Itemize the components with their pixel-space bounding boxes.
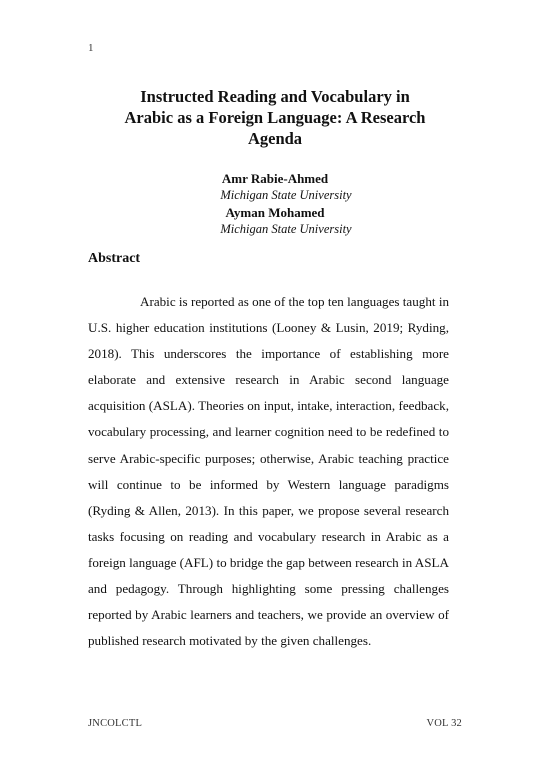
author-name: Amr Rabie-Ahmed [221, 171, 329, 186]
author-name: Ayman Mohamed [225, 205, 325, 220]
footer-volume: VOL 32 [426, 718, 462, 729]
author-block [150, 170, 400, 238]
author-affiliation: Michigan State University [220, 222, 352, 236]
paper-title: Instructed Reading and Vocabulary in Arabic as a Foreign Language: A Research Agenda [124, 87, 426, 148]
abstract-heading: Abstract [88, 251, 141, 266]
page-number: 1 [88, 42, 94, 54]
abstract-body: Arabic is reported as one of the top ten languages taught in U.S. higher education institutions (Looney & Lusin, 2019; Ryding, 2018). This underscores the importance of establishing more elaborate and extensive research in Arabic second language acquisition (ASLA). Theories on input, intake, interaction, feedback, vocabulary processing, and learner cognition need to be redefined to serve Arabic-specific purposes; otherwise, Arabic teaching practice will continue to be informed by Western language paradigms (Ryding & Allen, 2013). In this paper, we propose several research tasks focusing on reading and vocabulary research in Arabic as a foreign language (AFL) to bridge the gap between research in ASLA and pedagogy. Through highlighting some pressing challenges reported by Arabic learners and teachers, we provide an overview of published research motivated by the given challenges. [88, 294, 449, 649]
author-affiliation: Michigan State University [220, 188, 352, 202]
footer-journal: JNCOLCTL [88, 718, 143, 729]
